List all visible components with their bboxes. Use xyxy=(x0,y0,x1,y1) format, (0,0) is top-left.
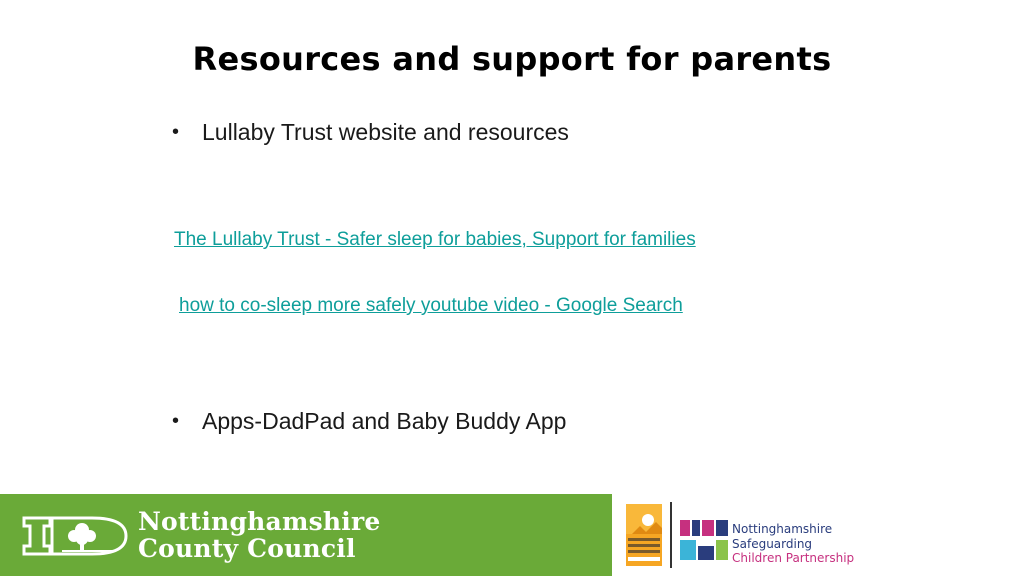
bullet-text: Lullaby Trust website and resources xyxy=(202,119,569,145)
co-sleep-video-link[interactable]: how to co-sleep more safely youtube video - Google Search xyxy=(179,295,683,316)
partnership-line3: Children Partnership xyxy=(732,551,855,565)
council-name-line2: County Council xyxy=(138,534,356,563)
bullet-text: Apps-DadPad and Baby Buddy App xyxy=(202,408,567,434)
partnership-name xyxy=(732,522,854,566)
nscp-logo-icon xyxy=(678,514,730,566)
logo-divider xyxy=(670,502,672,568)
partnership-line1: Nottinghamshire xyxy=(732,522,833,536)
partner-logos xyxy=(612,494,1024,576)
bullet-item-lullaby-trust xyxy=(172,119,569,146)
bullet-item-apps xyxy=(172,408,566,435)
bullet-glyph: • xyxy=(172,121,180,143)
council-name xyxy=(138,508,380,562)
family-hub-logo-icon xyxy=(626,504,662,566)
footer-bar xyxy=(0,494,1024,576)
lullaby-trust-link[interactable]: The Lullaby Trust - Safer sleep for babies, Support for families xyxy=(174,229,696,250)
council-name-line1: Nottinghamshire xyxy=(138,507,381,536)
bullet-glyph: • xyxy=(172,410,180,432)
ncc-tree-logo-icon xyxy=(22,512,130,560)
slide-title: Resources and support for parents xyxy=(192,40,832,78)
partnership-line2: Safeguarding xyxy=(732,536,813,551)
